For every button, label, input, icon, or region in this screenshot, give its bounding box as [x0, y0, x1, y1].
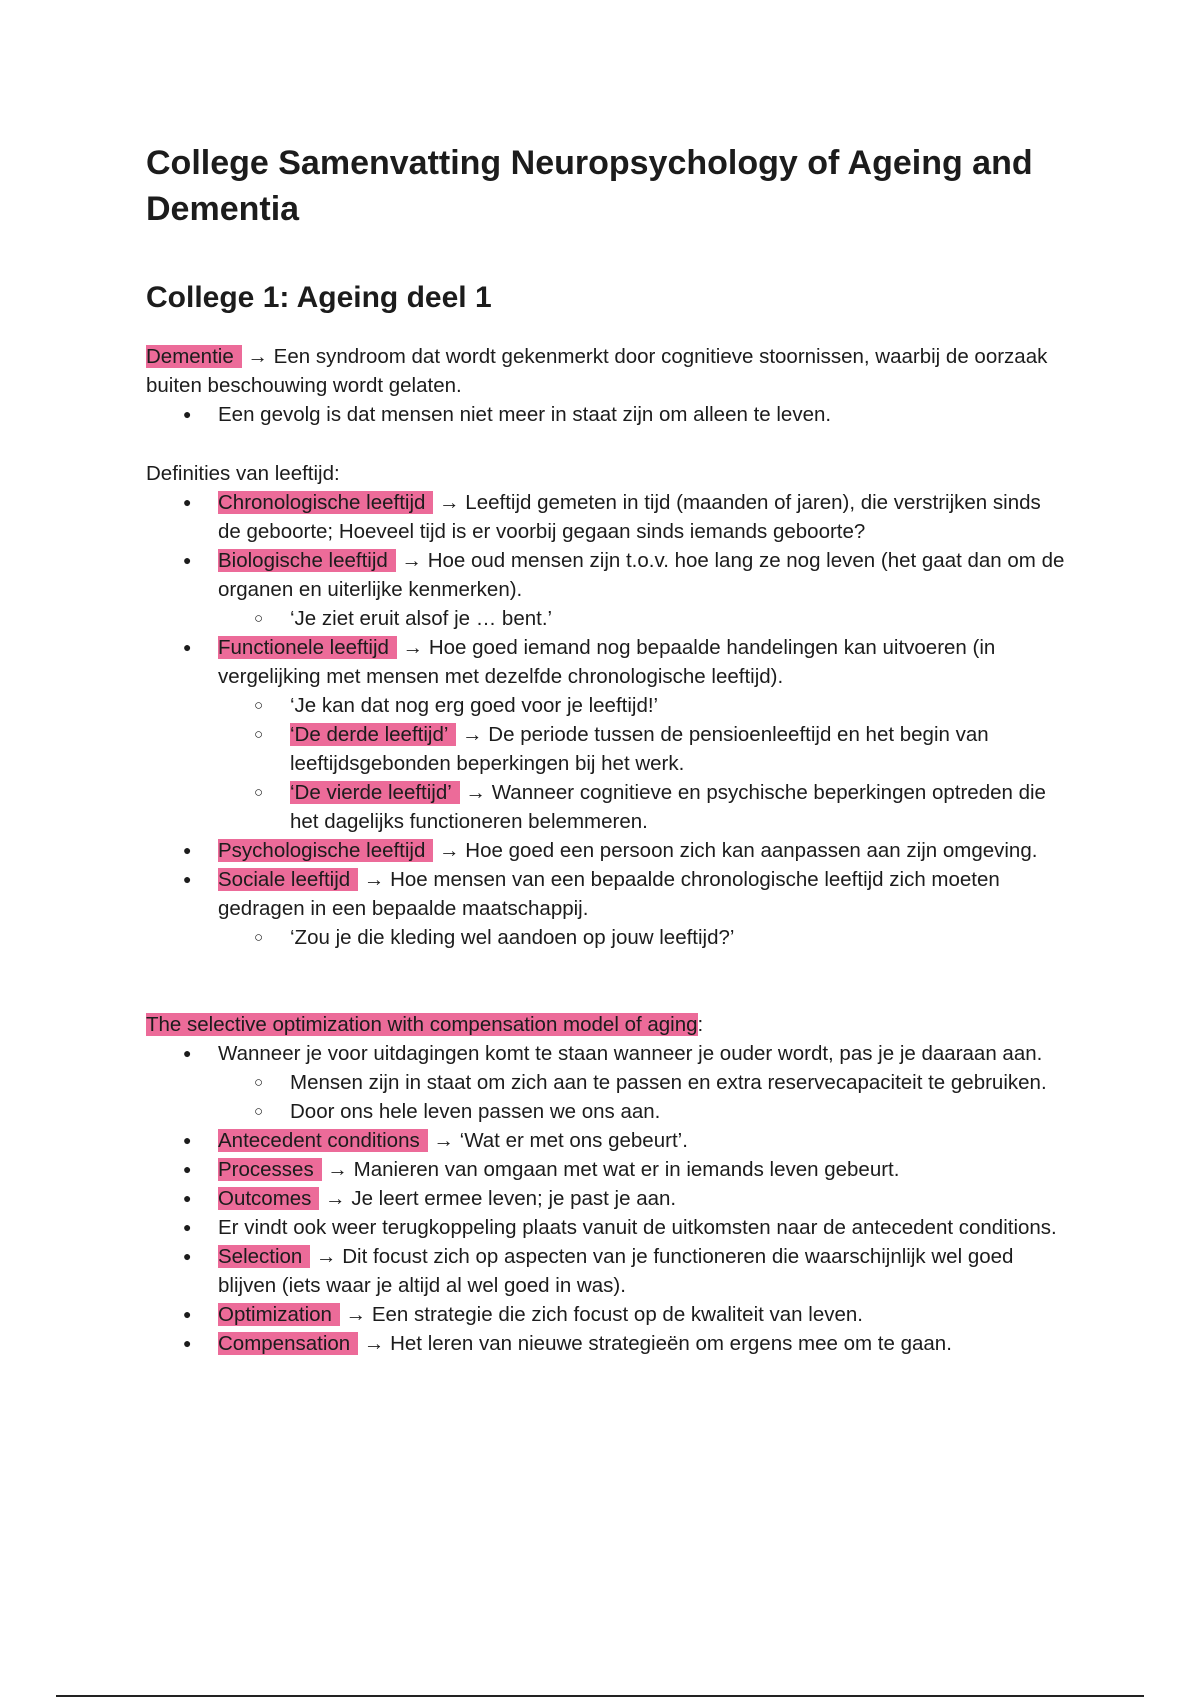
list-item: ● Selection → Dit focust zich op aspecten van je functioneren die waarschijnlijk wel goed blijven (iets waar je altijd al wel goed in was).: [146, 1242, 1066, 1300]
dementie-definition: Dementie → Een syndroom dat wordt gekenmerkt door cognitieve stoornissen, waarbij de oorzaak buiten beschouwing wordt gelaten.: [146, 345, 1048, 397]
list-item: ● Optimization → Een strategie die zich focust op de kwaliteit van leven.: [146, 1300, 1066, 1329]
term-highlight: The selective optimization with compensation model of aging: [146, 1013, 698, 1036]
sub-list-item: ○ ‘Je kan dat nog erg goed voor je leeftijd!’: [218, 691, 1066, 720]
term-highlight: Functionele leeftijd: [218, 636, 397, 659]
sub-list-item: ○ ‘De derde leeftijd’ → De periode tussen de pensioenleeftijd en het begin van leeftijdsgebonden beperkingen bij het werk.: [218, 720, 1066, 778]
term-highlight: Optimization: [218, 1303, 340, 1326]
term-highlight: Processes: [218, 1158, 322, 1181]
term-highlight: Dementie: [146, 345, 242, 368]
footer-divider: [56, 1695, 1144, 1697]
term-highlight: Compensation: [218, 1332, 358, 1355]
term-highlight: ‘De derde leeftijd’: [290, 723, 456, 746]
list-item: ● Een gevolg is dat mensen niet meer in staat zijn om alleen te leven.: [146, 400, 1066, 429]
sub-list: [218, 604, 1066, 633]
definities-list: [146, 488, 1066, 952]
list-item: ● Chronologische leeftijd → Leeftijd gemeten in tijd (maanden of jaren), die verstrijken sinds de geboorte; Hoeveel tijd is er voorbij gegaan sinds iemands geboorte?: [146, 488, 1066, 546]
list-item: ● Er vindt ook weer terugkoppeling plaats vanuit de uitkomsten naar de antecedent conditions.: [146, 1213, 1066, 1242]
sub-list: [218, 691, 1066, 836]
term-highlight: Sociale leeftijd: [218, 868, 358, 891]
list-item: ● Psychologische leeftijd → Hoe goed een persoon zich kan aanpassen aan zijn omgeving.: [146, 836, 1066, 865]
list-item: ● Processes → Manieren van omgaan met wat er in iemands leven gebeurt.: [146, 1155, 1066, 1184]
list-item: ● Antecedent conditions → ‘Wat er met ons gebeurt’.: [146, 1126, 1066, 1155]
term-highlight: Selection: [218, 1245, 310, 1268]
sub-list: [218, 923, 1066, 952]
document-title: College Samenvatting Neuropsychology of Ageing and Dementia: [146, 144, 1033, 228]
sub-list-item: ○ Door ons hele leven passen we ons aan.: [218, 1097, 1066, 1126]
sub-list-item: ○ ‘De vierde leeftijd’ → Wanneer cognitieve en psychische beperkingen optreden die het dagelijks functioneren belemmeren.: [218, 778, 1066, 836]
sub-list-item: ○ ‘Je ziet eruit alsof je … bent.’: [218, 604, 1066, 633]
definities-intro: Definities van leeftijd:: [146, 462, 340, 485]
term-highlight: Outcomes: [218, 1187, 319, 1210]
list-item: ● Sociale leeftijd → Hoe mensen van een bepaalde chronologische leeftijd zich moeten gedragen in een bepaalde maatschappij. ○ ‘Zou je die kleding wel aandoen op jouw leeftijd?’: [146, 865, 1066, 952]
term-highlight: Biologische leeftijd: [218, 549, 396, 572]
list-item: ● Functionele leeftijd → Hoe goed iemand nog bepaalde handelingen kan uitvoeren (in vergelijking met mensen met dezelfde chronologische leeftijd). ○ ‘Je kan dat nog erg goed voor je leeftijd!’ ○ ‘De derde leeftijd’ → De periode tussen de pensioenleeftijd en het begin van leeftijdsgebonden beperkingen bij het werk. ○ ‘De vierde leeftijd’ → Wanneer cognitieve en psychische beperkingen optreden die het dagelijks functioneren belemmeren.: [146, 633, 1066, 836]
term-highlight: Psychologische leeftijd: [218, 839, 433, 862]
list-item: ● Outcomes → Je leert ermee leven; je past je aan.: [146, 1184, 1066, 1213]
list-item: ● Compensation → Het leren van nieuwe strategieën om ergens mee om te gaan.: [146, 1329, 1066, 1358]
sub-list: [218, 1068, 1066, 1126]
term-highlight: ‘De vierde leeftijd’: [290, 781, 460, 804]
document-page: [146, 140, 1066, 1358]
list-item: ● Biologische leeftijd → Hoe oud mensen zijn t.o.v. hoe lang ze nog leven (het gaat dan om de organen en uiterlijke kenmerken). ○ ‘Je ziet eruit alsof je … bent.’: [146, 546, 1066, 633]
sub-list-item: ○ Mensen zijn in staat om zich aan te passen en extra reservecapaciteit te gebruiken.: [218, 1068, 1066, 1097]
list-item: ● Wanneer je voor uitdagingen komt te staan wanneer je ouder wordt, pas je je daaraan aan. ○ Mensen zijn in staat om zich aan te passen en extra reservecapaciteit te gebruiken. ○ Door ons hele leven passen we ons aan.: [146, 1039, 1066, 1126]
dementie-list: [146, 400, 1066, 429]
term-highlight: Chronologische leeftijd: [218, 491, 433, 514]
sub-list-item: ○ ‘Zou je die kleding wel aandoen op jouw leeftijd?’: [218, 923, 1066, 952]
section-heading: College 1: Ageing deel 1: [146, 281, 492, 314]
term-highlight: Antecedent conditions: [218, 1129, 428, 1152]
soc-model-heading: The selective optimization with compensation model of aging:: [146, 1013, 704, 1036]
soc-model-list: [146, 1039, 1066, 1358]
